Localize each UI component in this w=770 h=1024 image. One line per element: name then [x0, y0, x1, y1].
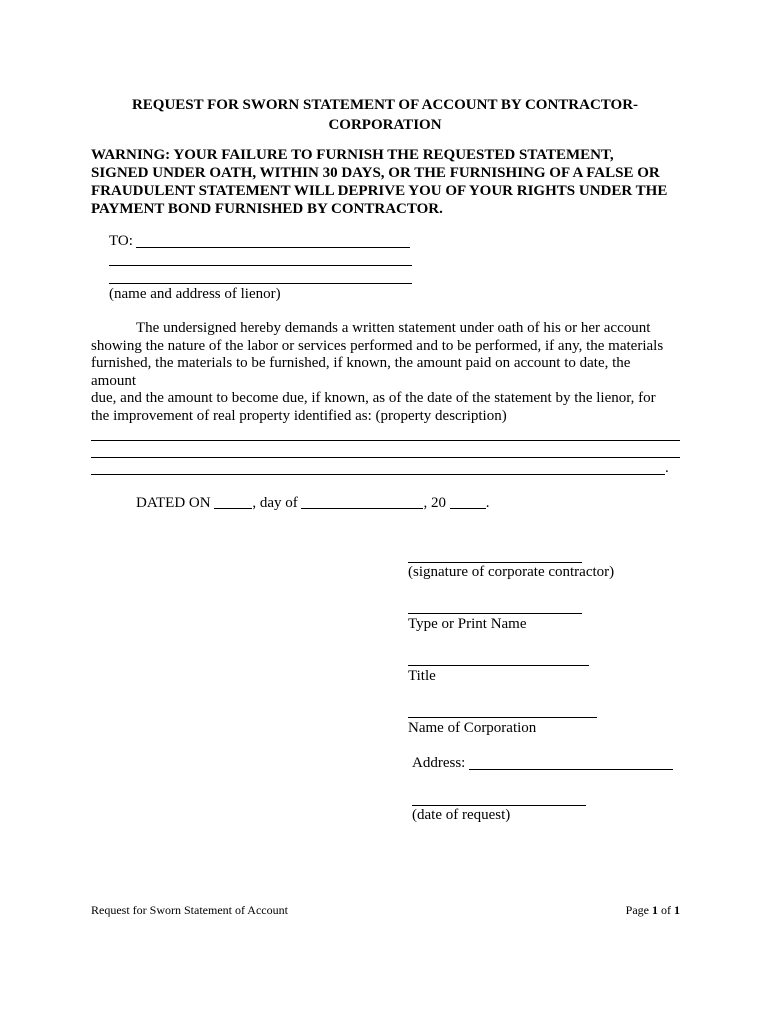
address-line[interactable]	[469, 769, 673, 770]
warning-line-4: PAYMENT BOND FURNISHED BY CONTRACTOR.	[91, 201, 443, 217]
corporation-caption: Name of Corporation	[408, 720, 537, 736]
body-line-2: showing the nature of the labor or services performed and to be performed, if any, the materials	[91, 337, 664, 354]
date-of-request-caption: (date of request)	[412, 807, 511, 823]
warning-block	[91, 146, 691, 218]
body-line-1: The undersigned hereby demands a written statement under oath of his or her account	[136, 320, 651, 336]
dated-day-blank[interactable]	[214, 496, 252, 509]
property-line-3[interactable]	[91, 474, 665, 475]
property-end-period: .	[665, 460, 669, 476]
warning-line-3: FRAUDULENT STATEMENT WILL DEPRIVE YOU OF YOUR RIGHTS UNDER THE	[91, 183, 668, 199]
print-name-line[interactable]	[408, 613, 582, 614]
footer-title: Request for Sworn Statement of Account	[91, 903, 288, 917]
footer-page-number	[626, 903, 680, 917]
to-address-line-2[interactable]	[109, 283, 412, 284]
signature-caption: (signature of corporate contractor)	[408, 564, 615, 580]
footer-page-prefix: Page	[625, 903, 649, 917]
demand-paragraph	[91, 320, 691, 426]
print-name-caption: Type or Print Name	[408, 616, 527, 632]
title-line-2: CORPORATION	[328, 117, 442, 133]
address-label: Address:	[412, 755, 466, 771]
dated-end: .	[485, 495, 490, 511]
title-line[interactable]	[408, 665, 589, 666]
property-line-1[interactable]	[91, 440, 680, 441]
dated-year-label: , 20	[423, 495, 446, 511]
to-name-line[interactable]	[136, 247, 410, 248]
date-of-request-line[interactable]	[412, 805, 586, 806]
to-label: TO:	[109, 233, 133, 249]
dated-prefix: DATED ON	[136, 495, 211, 511]
dated-month-blank[interactable]	[301, 496, 423, 509]
to-caption: (name and address of lienor)	[109, 286, 281, 302]
title-caption: Title	[408, 668, 436, 684]
title-line-1: REQUEST FOR SWORN STATEMENT OF ACCOUNT BY CONTRACTOR-	[131, 97, 639, 113]
dated-line	[136, 495, 489, 512]
warning-line-2: SIGNED UNDER OATH, WITHIN 30 DAYS, OR THE FURNISHING OF A FALSE OR	[91, 165, 660, 181]
document-title	[90, 95, 680, 135]
warning-line-1: WARNING: YOUR FAILURE TO FURNISH THE REQUESTED STATEMENT,	[91, 147, 614, 163]
property-line-2[interactable]	[91, 457, 680, 458]
body-line-3: furnished, the materials to be furnished, if known, the amount paid on account to date, the	[91, 355, 631, 372]
signature-line[interactable]	[408, 562, 582, 563]
footer-page-current: 1	[652, 903, 658, 917]
dated-day-label: , day of	[252, 495, 298, 511]
footer-page-of: of	[661, 903, 671, 917]
to-address-line-1[interactable]	[109, 265, 412, 266]
footer-page-total: 1	[674, 903, 680, 917]
dated-year-blank[interactable]	[450, 496, 486, 509]
corporation-line[interactable]	[408, 717, 597, 718]
body-line-6: the improvement of real property identified as: (property description)	[91, 407, 507, 424]
body-line-5: due, and the amount to become due, if known, as of the date of the statement by the lienor, for	[91, 390, 656, 407]
body-line-4: amount	[91, 372, 136, 389]
